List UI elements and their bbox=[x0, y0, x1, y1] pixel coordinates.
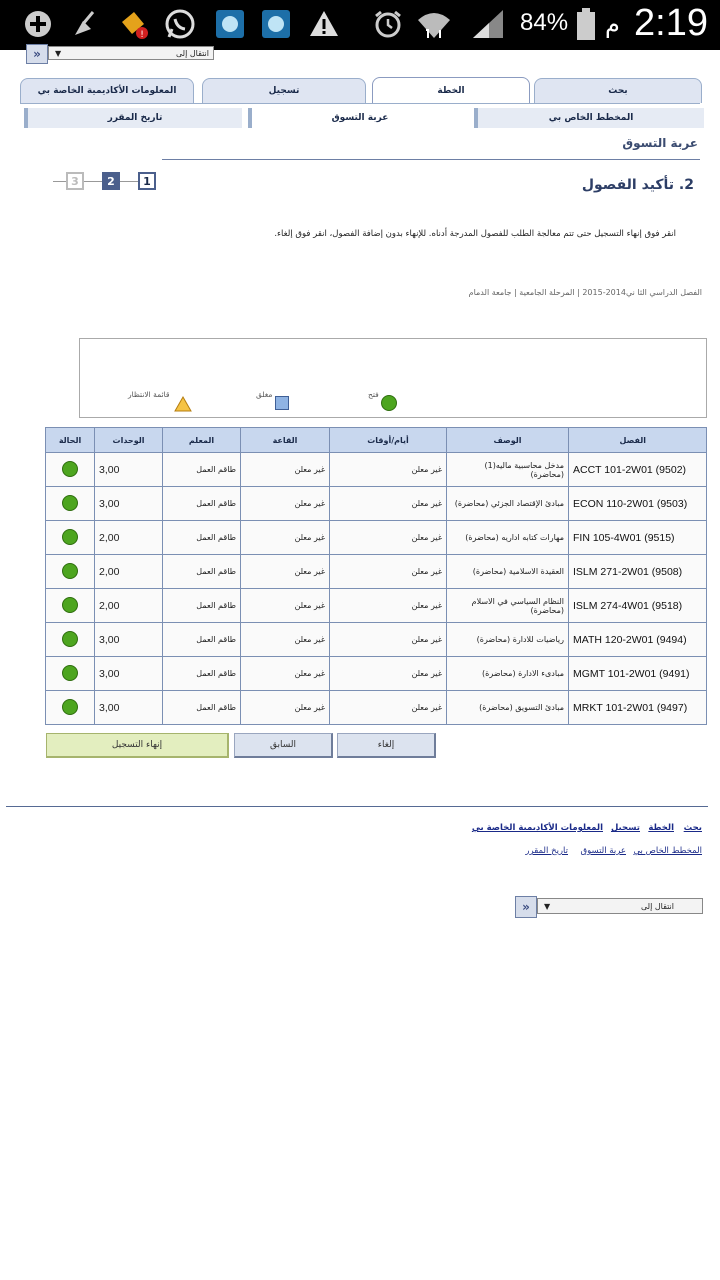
days-times-cell: غير معلن bbox=[330, 487, 447, 521]
header-class: الفصل bbox=[569, 428, 707, 453]
status-cell bbox=[46, 555, 95, 589]
add-icon bbox=[20, 6, 56, 42]
description-cell: العقيدة الاسلامية (محاضرة) bbox=[447, 555, 569, 589]
table-header-row bbox=[46, 428, 707, 453]
broom-icon bbox=[68, 6, 104, 42]
room-cell: غير معلن bbox=[241, 453, 330, 487]
finish-enrolling-button[interactable] bbox=[46, 733, 229, 758]
footer-link-my-academics[interactable]: المعلومات الأكاديمية الخاصة بي bbox=[471, 823, 603, 833]
term-info: الفصل الدراسي الثا ني2014-2015 | المرحلة الجامعية | جامعة الدمام bbox=[468, 288, 702, 297]
header-status: الحالة bbox=[46, 428, 95, 453]
table-row bbox=[46, 623, 707, 657]
legend-open-label: فتح bbox=[368, 390, 379, 399]
jump-go-icon[interactable]: » bbox=[515, 896, 537, 918]
footer-link-search[interactable]: بحث bbox=[683, 823, 702, 833]
header-units: الوحدات bbox=[95, 428, 163, 453]
units-cell: 3,00 bbox=[95, 657, 163, 691]
units-cell: 3,00 bbox=[95, 487, 163, 521]
tab-label: المعلومات الأكاديمية الخاصة بي bbox=[37, 86, 177, 96]
tab-baseline bbox=[20, 103, 700, 104]
table-row bbox=[46, 521, 707, 555]
legend-waitlist-label: قائمة الانتظار bbox=[128, 390, 170, 399]
instruction-text: انقر فوق إنهاء التسجيل حتى تتم معالجة الطلب للفصول المدرجة أدناه. للإنهاء بدون إضافة الفصول، انقر فوق إلغاء. bbox=[274, 229, 676, 239]
subtab-my-planner[interactable] bbox=[474, 108, 704, 128]
waitlist-status-icon bbox=[174, 396, 192, 416]
days-times-cell: غير معلن bbox=[330, 453, 447, 487]
battery-percentage: 84% bbox=[520, 9, 569, 36]
closed-status-icon bbox=[275, 396, 289, 410]
button-label: السابق bbox=[269, 740, 297, 750]
status-cell bbox=[46, 623, 95, 657]
app-icon bbox=[258, 6, 294, 42]
subtab-label: تاريخ المقرر bbox=[107, 113, 163, 123]
instructor-cell: طاقم العمل bbox=[163, 453, 241, 487]
open-status-icon bbox=[62, 461, 78, 477]
header-room: القاعة bbox=[241, 428, 330, 453]
instructor-cell: طاقم العمل bbox=[163, 657, 241, 691]
jump-to-label: انتقال إلى bbox=[175, 48, 209, 58]
tab-label: تسجيل bbox=[268, 86, 300, 96]
status-cell bbox=[46, 589, 95, 623]
room-cell: غير معلن bbox=[241, 623, 330, 657]
room-cell: غير معلن bbox=[241, 589, 330, 623]
class-cell[interactable]: MATH 120-2W01 (9494) bbox=[569, 623, 707, 657]
open-status-icon bbox=[381, 395, 397, 415]
table-row bbox=[46, 453, 707, 487]
status-bar bbox=[0, 0, 720, 50]
instructor-cell: طاقم العمل bbox=[163, 589, 241, 623]
days-times-cell: غير معلن bbox=[330, 623, 447, 657]
jump-go-icon[interactable]: » bbox=[26, 44, 48, 64]
room-cell: غير معلن bbox=[241, 521, 330, 555]
description-cell: النظام السياسي في الاسلام (محاضرة) bbox=[447, 589, 569, 623]
room-cell: غير معلن bbox=[241, 657, 330, 691]
table-row bbox=[46, 555, 707, 589]
tab-my-academics[interactable] bbox=[20, 78, 194, 103]
tab-label: بحث bbox=[608, 86, 628, 96]
instructor-cell: طاقم العمل bbox=[163, 623, 241, 657]
class-cell[interactable]: ISLM 274-4W01 (9518) bbox=[569, 589, 707, 623]
footer-link-shopping-cart[interactable]: عربة التسوق bbox=[580, 846, 626, 856]
subtab-course-history[interactable] bbox=[24, 108, 242, 128]
signal-icon bbox=[470, 6, 506, 42]
step-2 bbox=[102, 172, 120, 190]
days-times-cell: غير معلن bbox=[330, 555, 447, 589]
legend-box bbox=[79, 338, 707, 418]
cancel-button[interactable] bbox=[337, 733, 436, 758]
class-cell[interactable]: MRKT 101-2W01 (9497) bbox=[569, 691, 707, 725]
status-cell bbox=[46, 657, 95, 691]
header-instructor: المعلم bbox=[163, 428, 241, 453]
legend-closed-label: مغلق bbox=[256, 390, 273, 399]
table-row bbox=[46, 487, 707, 521]
days-times-cell: غير معلن bbox=[330, 657, 447, 691]
button-label: إلغاء bbox=[377, 740, 395, 750]
days-times-cell: غير معلن bbox=[330, 691, 447, 725]
step-number: 3 bbox=[71, 174, 79, 188]
app-icon bbox=[212, 6, 248, 42]
step-title: 2. تأكيد الفصول bbox=[581, 177, 694, 193]
step-number: 2 bbox=[107, 174, 115, 188]
footer-divider bbox=[6, 806, 708, 807]
instructor-cell: طاقم العمل bbox=[163, 487, 241, 521]
class-cell[interactable]: FIN 105-4W01 (9515) bbox=[569, 521, 707, 555]
room-cell: غير معلن bbox=[241, 555, 330, 589]
description-cell: مبادئ الإقتصاد الجزئي (محاضرة) bbox=[447, 487, 569, 521]
units-cell: 3,00 bbox=[95, 691, 163, 725]
open-status-icon bbox=[62, 529, 78, 545]
step-3 bbox=[66, 172, 84, 190]
status-cell bbox=[46, 453, 95, 487]
title-divider bbox=[162, 159, 700, 160]
days-times-cell: غير معلن bbox=[330, 521, 447, 555]
status-cell bbox=[46, 691, 95, 725]
tab-label: الخطة bbox=[437, 86, 465, 96]
open-status-icon bbox=[62, 597, 78, 613]
header-days-times: أيام/أوقات bbox=[330, 428, 447, 453]
class-cell[interactable]: ECON 110-2W01 (9503) bbox=[569, 487, 707, 521]
open-status-icon bbox=[62, 699, 78, 715]
table-row bbox=[46, 589, 707, 623]
description-cell: مبادئ التسويق (محاضرة) bbox=[447, 691, 569, 725]
battery-icon bbox=[568, 6, 604, 42]
description-cell: مدخل محاسبية ماليه(1) (محاضرة) bbox=[447, 453, 569, 487]
subtab-label: عربة التسوق bbox=[331, 113, 389, 123]
subtab-label: المخطط الخاص بي bbox=[548, 113, 634, 123]
whatsapp-icon bbox=[162, 6, 198, 42]
class-cell[interactable]: MGMT 101-2W01 (9491) bbox=[569, 657, 707, 691]
description-cell: مهارات كتابه اداريه (محاضرة) bbox=[447, 521, 569, 555]
svg-text:!: ! bbox=[140, 30, 144, 40]
instructor-cell: طاقم العمل bbox=[163, 521, 241, 555]
days-times-cell: غير معلن bbox=[330, 589, 447, 623]
footer-link-plan[interactable]: الخطة bbox=[648, 823, 674, 833]
tab-search[interactable] bbox=[534, 78, 702, 103]
ampm-label: م bbox=[605, 10, 620, 38]
jump-to-select-bottom[interactable] bbox=[537, 898, 703, 914]
description-cell: مبادىء الادارة (محاضرة) bbox=[447, 657, 569, 691]
table-row bbox=[46, 691, 707, 725]
paint-bucket-icon bbox=[114, 6, 150, 42]
open-status-icon bbox=[62, 665, 78, 681]
footer-link-register[interactable]: تسجيل bbox=[610, 823, 640, 833]
open-status-icon bbox=[62, 563, 78, 579]
instructor-cell: طاقم العمل bbox=[163, 555, 241, 589]
jump-to-select-top[interactable] bbox=[48, 46, 214, 60]
header-description: الوصف bbox=[447, 428, 569, 453]
status-cell bbox=[46, 487, 95, 521]
units-cell: 3,00 bbox=[95, 453, 163, 487]
previous-button[interactable] bbox=[234, 733, 333, 758]
footer-link-my-planner[interactable]: المخطط الخاص بي bbox=[633, 846, 702, 856]
class-cell[interactable]: ACCT 101-2W01 (9502) bbox=[569, 453, 707, 487]
step-number: 1 bbox=[143, 174, 151, 188]
dropdown-arrow-icon: ▼ bbox=[544, 901, 551, 911]
clock: 2:19 bbox=[634, 2, 708, 44]
table-row bbox=[46, 657, 707, 691]
tab-register[interactable] bbox=[202, 78, 366, 103]
class-cell[interactable]: ISLM 271-2W01 (9508) bbox=[569, 555, 707, 589]
wifi-icon bbox=[416, 6, 452, 42]
room-cell: غير معلن bbox=[241, 487, 330, 521]
units-cell: 2,00 bbox=[95, 555, 163, 589]
classes-table bbox=[45, 427, 707, 725]
button-label: إنهاء التسجيل bbox=[111, 740, 163, 750]
tab-plan[interactable] bbox=[372, 77, 530, 104]
description-cell: رياضيات للادارة (محاضرة) bbox=[447, 623, 569, 657]
open-status-icon bbox=[62, 631, 78, 647]
status-cell bbox=[46, 521, 95, 555]
instructor-cell: طاقم العمل bbox=[163, 691, 241, 725]
alarm-icon bbox=[370, 6, 406, 42]
step-1 bbox=[138, 172, 156, 190]
dropdown-arrow-icon: ▼ bbox=[55, 48, 62, 58]
room-cell: غير معلن bbox=[241, 691, 330, 725]
open-status-icon bbox=[62, 495, 78, 511]
units-cell: 2,00 bbox=[95, 589, 163, 623]
units-cell: 3,00 bbox=[95, 623, 163, 657]
units-cell: 2,00 bbox=[95, 521, 163, 555]
footer-link-course-history[interactable]: تاريخ المقرر bbox=[525, 846, 568, 856]
subtab-shopping-cart[interactable] bbox=[248, 108, 468, 128]
page-title: عربة التسوق bbox=[622, 136, 698, 150]
jump-to-label: انتقال إلى bbox=[640, 901, 674, 911]
warning-icon bbox=[306, 6, 342, 42]
